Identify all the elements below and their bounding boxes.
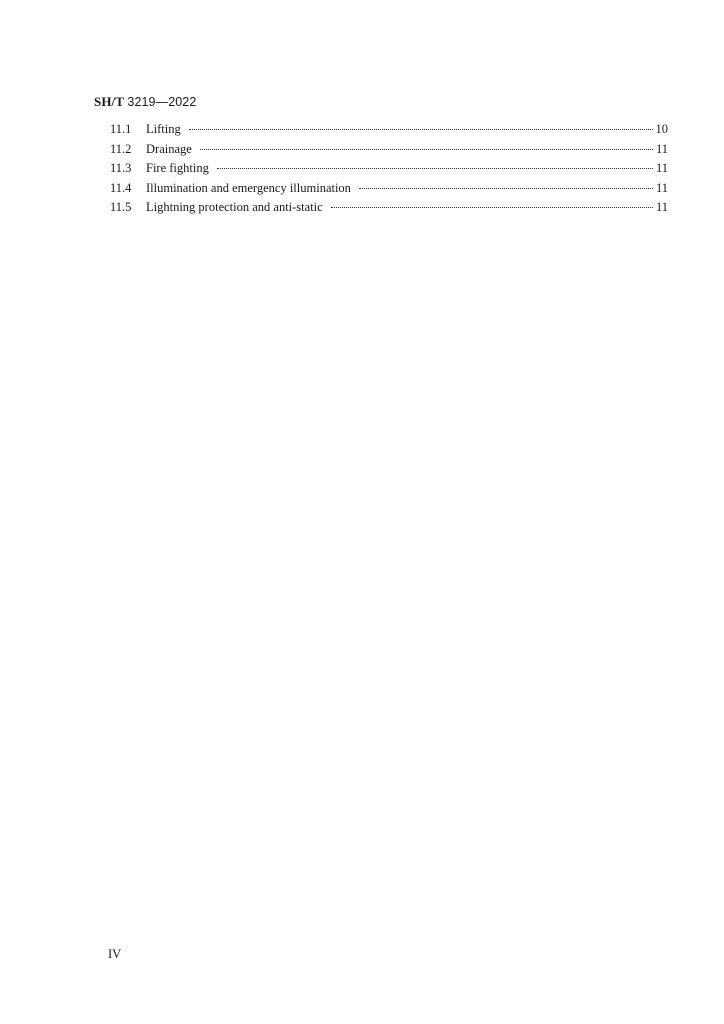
toc-entry-title: Lifting bbox=[146, 122, 181, 136]
toc-entry-title: Drainage bbox=[146, 141, 192, 156]
toc-entry-page: 10 bbox=[655, 122, 668, 136]
standard-number: 3219—2022 bbox=[127, 95, 197, 109]
page-number: IV bbox=[108, 947, 122, 961]
toc-entry-11-3[interactable] bbox=[110, 159, 668, 179]
toc-entry-number: 11.5 bbox=[110, 200, 132, 215]
toc-entry-11-1[interactable] bbox=[110, 120, 668, 140]
toc-entry-11-4[interactable] bbox=[110, 179, 668, 199]
toc-leader-dots bbox=[359, 188, 653, 189]
standard-prefix: SH/T bbox=[94, 94, 125, 109]
toc-leader-dots bbox=[200, 149, 653, 150]
toc-entry-11-2[interactable] bbox=[110, 140, 668, 160]
toc-entry-title: Fire fighting bbox=[146, 161, 209, 176]
toc-entry-page: 11 bbox=[655, 161, 668, 176]
document-header bbox=[94, 94, 196, 110]
toc-leader-dots bbox=[331, 207, 653, 208]
toc-entry-page: 11 bbox=[655, 180, 668, 195]
toc-entry-page: 11 bbox=[655, 141, 668, 156]
toc-leader-dots bbox=[189, 129, 653, 130]
toc-entry-title: Lightning protection and anti-static bbox=[146, 200, 323, 215]
toc-entry-11-5[interactable] bbox=[110, 198, 668, 218]
toc-entry-title: Illumination and emergency illumination bbox=[146, 180, 351, 195]
toc-entry-number: 11.4 bbox=[110, 180, 132, 195]
toc-entry-number: 11.3 bbox=[110, 161, 132, 176]
toc-entry-number: 11.2 bbox=[110, 141, 132, 156]
toc-entry-number: 11.1 bbox=[110, 122, 132, 136]
toc-entry-page: 11 bbox=[655, 200, 668, 215]
table-of-contents bbox=[110, 120, 668, 218]
toc-leader-dots bbox=[217, 168, 653, 169]
